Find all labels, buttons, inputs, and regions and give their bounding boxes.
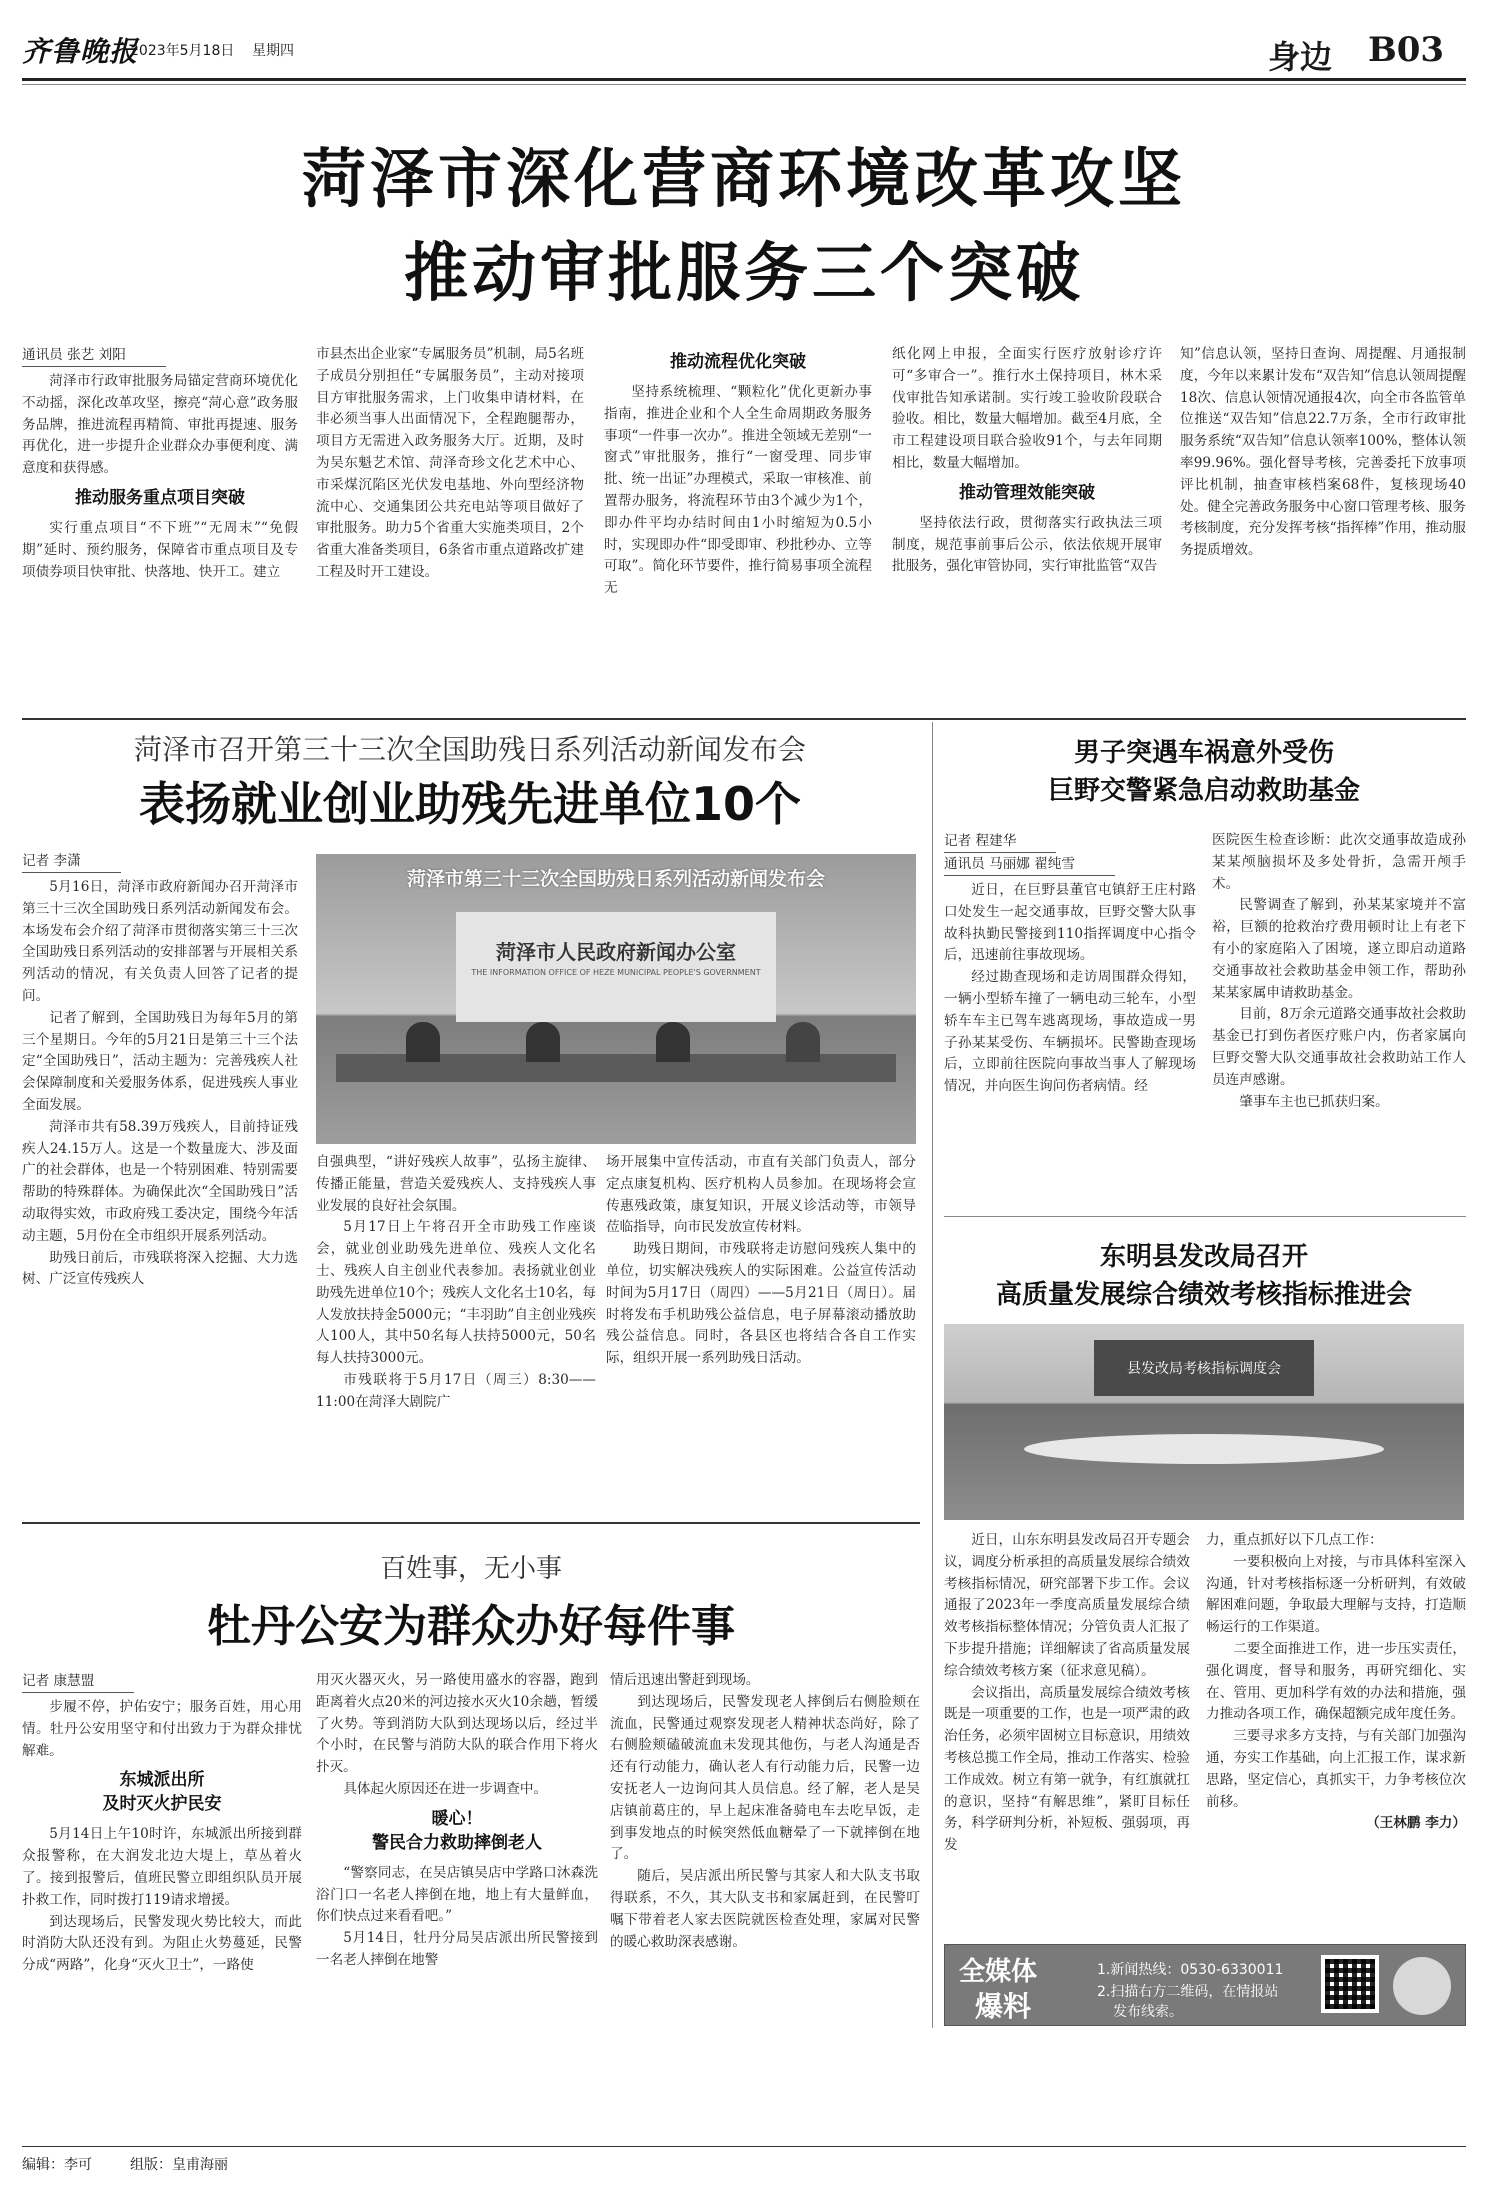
a5-paragraph: 到达现场后，民警发现火势比较大，而此时消防大队还没有到。为阻止火势蔓延，民警分成“两路”，化身“灭火卫士”，一路使 [22,1913,302,1974]
a4-column-1 [944,1530,1190,1914]
a1-column-2 [316,344,584,714]
a2-paragraph: 助残日前后，市残联将深入挖掘、大力选树、广泛宣传残疾人 [22,1249,298,1288]
footer-designer: 组版：皇甫海丽 [130,2157,228,2173]
a4-paragraph: 会议指出，高质量发展综合绩效考核既是一项重要的工作，也是一项严肃的政治任务，必须牢固树立目标意识，用绩效考核总揽工作全局，推动工作落实、检验工作成效。树立有第一就争，有红旗就扛的意识，坚持“有解思维”，紧盯目标任务，科学研判分析，补短板、强弱项，再发 [944,1684,1190,1854]
a1-paragraph: 市县杰出企业家“专属服务员”机制，局5名班子成员分别担任“专属服务员”，主动对接项目方审批服务需求，上门收集申请材料，在非必须当事人出面情况下，全程跑腿帮办，项目方无需进入政务服务大厅。近期，及时为吴东魁艺术馆、菏泽奇珍文化艺术中心、市采煤沉陷区光伏发电基地、外向型经济物流中心、交通集团公共充电站等项目做好了审批服务。助力5个省重大实施类项目，2个省重大准备类项目，6条省市重点道路改扩建工程及时开工建设。 [316,346,584,580]
a2-photo-person [406,1022,440,1062]
a5-paragraph: 5月14日，牡丹分局吴店派出所民警接到一名老人摔倒在地警 [316,1930,598,1968]
a2-photo-person [526,1022,560,1062]
a4-title-line2: 高质量发展综合绩效考核指标推进会 [995,1280,1412,1310]
a4-paragraph: 力，重点抓好以下几点工作： [1206,1532,1383,1548]
a5-paragraph: 具体起火原因还在进一步调查中。 [343,1780,548,1797]
a2-column-1 [22,850,298,1518]
a1-column-5 [1180,344,1466,714]
a4-credit: （王林鹏 李力） [1366,1815,1466,1832]
a3-bottom-rule [944,1216,1466,1217]
a3-column-2 [1212,830,1466,1210]
a2-paragraph: 助残日期间，市残联将走访慰问残疾人集中的单位，切实解决残疾人的实际困难。公益宣传活动时间为5月17日（周四）——5月21日（周日）。届时将发布手机助残公益信息，电子屏幕滚动播放助残公益信息。同时，各县区也将结合各自工作实际，组织开展一系列助残日活动。 [606,1241,916,1367]
tipline-ad-line-1: 1.新闻热线：0530-6330011 [1097,1962,1284,1978]
tipline-ad-line-2: 2.扫描右方二维码，在情报站 [1097,1984,1279,2000]
a1-paragraph: 坚持系统梳理、“颗粒化”优化更新办事指南，推进企业和个人全生命周期政务服务事项“一件事一次办”。推进全领域无差别“一窗式”审批服务，推行“一窗受理、同步审批、统一出证”办理模式，采取一审核准、前置帮办服务，将流程环节由3个减少为1个，即办件平均办结时间由1小时缩短为0.5小时，实现即办件“即受即审、秒批秒办、立等可取”。简化环节要件，推行简易事项全流程无 [604,384,872,597]
a2-paragraph: 记者了解到，全国助残日为每年5月的第三个星期日。今年的5月21日是第三十三个法定“全国助残日”，活动主题为：完善残疾人社会保障制度和关爱服务体系，促进残疾人事业全面发展。 [22,1009,298,1113]
a3-paragraph: 近日，在巨野县董官屯镇舒王庄村路口处发生一起交通事故，巨野交警大队事故科执勤民警接到110指挥调度中心指令后，迅速前往事故现场。 [944,882,1196,964]
a1-paragraph: 纸化网上申报，全面实行医疗放射诊疗许可“多审合一”。推行水土保持项目，林木采伐审批告知承诺制。实行竣工验收阶段联合验收。相比，数量大幅增加。截至4月底，全市工程建设项目联合验收91个，与去年同期相比，数量大幅增加。 [892,346,1162,471]
a5-paragraph: 用灭火器灭火，另一路使用盛水的容器，跑到距离着火点20米的河边接水灭火10余趟，暂缓了火势。等到消防大队到达现场以后，经过半个小时，在民警与消防大队的联合作用下将火扑灭。 [316,1672,598,1776]
a5-subhead-1b: 及时灭火护民安 [102,1794,222,1815]
tipline-ad-brand-1: 全媒体 [959,1957,1038,1987]
issue-weekday: 星期四 [252,43,294,59]
a2-paragraph: 菏泽市共有58.39万残疾人，目前持证残疾人24.15万人。这是一个数量庞大、涉及面广的社会群体，也是一个特别困难、特别需要帮助的特殊群体。为确保此次“全国助残日”活动取得实效，市政府残工委决定，围绕今年活动主题，5月份在全市组织开展系列活动。 [22,1118,298,1244]
footer-rule [22,2146,1466,2147]
a1-byline: 通讯员 张艺 刘阳 [22,344,166,367]
a5-column-2 [316,1670,598,2030]
a5-column-3 [610,1670,920,2030]
tipline-ad-line-3: 发布线索。 [1113,2004,1183,2020]
a1-paragraph: 知”信息认领，坚持日查询、周提醒、月通报制度，今年以来累计发布“双告知”信息认领周提醒18次、信息认领情况通报4次，向全市各监管单位推送“双告知”信息22.7万条，全市行政审批服务系统“双告知”信息认领率100%，整体认领率99.96%。强化督导考核，完善委托下放事项评比机制，抽查审核档案68件，复核现场40处。健全完善政务服务中心窗口管理考核、服务考核制度，充分发挥考核“指挥棒”作用，推动服务提质增效。 [1180,346,1466,559]
a3-paragraph: 经过勘查现场和走访周围群众得知，一辆小型轿车撞了一辆电动三轮车，小型轿车车主已驾车逃离现场，事故造成一男子孙某某受伤、车辆损坏。民警勘查现场后，立即前往医院向事故当事人了解现场情况，并向医生询问伤者病情。经 [944,969,1196,1095]
a2-title: 表扬就业创业助残先进单位10个 [138,777,801,831]
tipline-ad-brand-2: 爆料 [975,1990,1032,2023]
a2-photo-person [786,1022,820,1062]
a1-paragraph: 菏泽市行政审批服务局锚定营商环境优化不动摇，深化改革攻坚，擦亮“菏心意”政务服务品牌，推进流程再精简、审批再提速、服务再优化，进一步提升企业群众办事便利度、满意度和获得感。 [22,373,298,477]
a1-column-4 [892,344,1162,714]
a2-photo-office-en: THE INFORMATION OFFICE OF HEZE MUNICIPAL PEOPLE'S GOVERNMENT [471,968,761,977]
a1-column-3 [604,344,872,714]
a2-photo-person [656,1022,690,1062]
a4-paragraph: 近日，山东东明县发改局召开专题会议，调度分析承担的高质量发展综合绩效考核指标情况，研究部署下步工作。会议通报了2023年一季度高质量发展综合绩效考核指标整体情况；分管负责人汇报了下步提升措施；详细解读了省高质量发展综合绩效考核方案（征求意见稿）。 [944,1532,1190,1679]
page-number: B03 [1368,30,1445,70]
a4-meeting-photo [944,1324,1464,1520]
a5-paragraph: 5月14日上午10时许，东城派出所接到群众报警称，在大润发北边大堤上，草丛着火了。接到报警后，值班民警立即组织队员开展扑救工作，同时拨打119请求增援。 [22,1826,302,1908]
tipline-ad [944,1944,1466,2026]
a2-column-2 [316,1152,596,1518]
a2-paragraph: 5月17日上午将召开全市助残工作座谈会，就业创业助残先进单位、残疾人文化名士、残疾人自主创业代表参加。表扬就业创业助残先进单位10个；残疾人文化名士10名，每人发放扶持金5000元；“丰羽助”自主创业残疾人100人，其中50名每人扶持5000元，50名每人扶持3000元。 [316,1219,596,1367]
footer-editor: 编辑：李可 [22,2157,92,2173]
a1-subhead-1: 推动服务重点项目突破 [75,487,245,508]
section-name: 身边 [1268,38,1333,76]
a2-press-conference-photo [316,854,916,1144]
a3-paragraph: 肇事车主也已抓获归案。 [1239,1093,1389,1110]
a2-column-3 [606,1152,916,1518]
a2-photo-backdrop [456,912,776,1022]
a1-subhead-3: 推动管理效能突破 [959,482,1095,503]
a3-paragraph: 目前，8万余元道路交通事故社会救助基金已打到伤者医疗账户内，伤者家属向巨野交警大队交通事故社会救助站工作人员连声感谢。 [1212,1006,1466,1088]
a2-photo-banner: 菏泽市第三十三次全国助残日系列活动新闻发布会 [406,868,825,890]
a4-paragraph: 一要积极向上对接，与市具体科室深入沟通，针对考核指标逐一分析研判，有效破解困难问题，争取最大理解与支持，打造顺畅运行的工作渠道。 [1206,1553,1466,1636]
a3-paragraph: 民警调查了解到，孙某某家境并不富裕，巨额的抢救治疗费用顿时让上有老下有小的家庭陷入了困境，遂立即启动道路交通事故社会救助基金申领工作，帮助孙某某家属申请救助基金。 [1212,897,1466,1001]
qr-code-icon [1321,1955,1379,2013]
a3-paragraph: 医院医生检查诊断：此次交通事故造成孙某某颅脑损坏及多处骨折，急需开颅手术。 [1212,832,1466,892]
a3-byline-correspondent: 通讯员 马丽娜 翟纯雪 [944,853,1115,876]
a5-paragraph: 到达现场后，民警发现老人摔倒后右侧脸颊在流血，民警通过观察发现老人精神状态尚好，除了右侧脸颊磕破流血未发现其他伤，与老人沟通是否还有行动能力，确认老人有行动能力后，民警一边安抚老人一边询问其人员信息。经了解，老人是吴店镇前葛庄的，早上起床准备骑电车去吃早饭，走到事发地点的时候突然低血糖晕了一下就摔倒在地了。 [610,1693,920,1863]
a2-paragraph: 市残联将于5月17日（周三）8:30——11:00在菏泽大剧院广 [316,1371,596,1410]
a3-column-1 [944,830,1196,1210]
newspaper-logo: 齐鲁晚报 [22,35,139,68]
a5-paragraph: 步履不停，护佑安宁；服务百姓，用心用情。牡丹公安用坚守和付出致力于为群众排忧解难。 [22,1699,302,1759]
mascot-icon [1393,1957,1451,2015]
a2-paragraph: 场开展集中宣传活动，市直有关部门负责人，部分定点康复机构、医疗机构人员参加。在现场将会宣传惠残政策，康复知识，开展义诊活动等，市领导莅临指导，向市民发放宣传材料。 [606,1154,916,1236]
a2-kicker: 菏泽市召开第三十三次全国助残日系列活动新闻发布会 [133,733,806,766]
a1-paragraph: 实行重点项目“不下班”“无周末”“免假期”延时、预约服务，保障省市重点项目及专项债券项目快审批、快落地、快开工。建立 [22,519,298,580]
a2-paragraph: 5月16日，菏泽市政府新闻办召开菏泽市第三十三次全国助残日系列活动新闻发布会。本场发布会介绍了菏泽市贯彻落实第三十三次全国助残日系列活动的安排部署与开展相关系列活动的情况，有关负责人回答了记者的提问。 [22,879,298,1004]
a4-paragraph: 二要全面推进工作，进一步压实责任，强化调度，督导和服务，再研究细化、实在、管用、更加科学有效的办法和措施，强力推动各项工作，确保超额完成年度任务。 [1206,1640,1466,1723]
a3-title-line1: 男子突遇车祸意外受伤 [1073,738,1334,768]
a2-byline: 记者 李潇 [22,850,121,873]
a5-paragraph: 随后，吴店派出所民警与其家人和大队支书取得联系，不久，其大队支书和家属赶到，在民警叮嘱下带着老人家去医院就医检查处理，家属对民警的暖心救助深表感谢。 [610,1868,920,1950]
column-divider [932,722,933,2028]
a5-subhead-2b: 警民合力救助摔倒老人 [372,1832,542,1853]
a5-subhead-2a: 暖心！ [431,1808,483,1829]
a5-top-rule [22,1522,920,1524]
a1-subhead-2: 推动流程优化突破 [670,352,806,372]
a5-paragraph: 情后迅速出警赶到现场。 [610,1672,760,1688]
a1-column-1 [22,344,298,714]
a2-photo-office-cn: 菏泽市人民政府新闻办公室 [496,940,736,964]
a1-paragraph: 坚持依法行政，贯彻落实行政执法三项制度，规范事前事后公示，依法依规开展审批服务，强化审管协同，实行审批监管“双告 [892,514,1162,575]
a4-paragraph: 三要寻求多方支持，与有关部门加强沟通，夯实工作基础，向上汇报工作，谋求新思路，坚定信心，真抓实干，力争考核位次前移。 [1206,1728,1466,1810]
a1-bottom-rule [22,718,1466,720]
a5-title: 牡丹公安为群众办好每件事 [207,1601,735,1652]
a4-title-line1: 东明县发改局召开 [1099,1242,1308,1272]
a5-byline: 记者 康慧盟 [22,1670,134,1693]
a5-kicker: 百姓事，无小事 [379,1554,562,1584]
a1-title-line1: 菏泽市深化营商环境改革攻坚 [302,143,1186,217]
masthead-rule [22,78,1466,81]
a5-subhead-1a: 东城派出所 [119,1770,205,1791]
a3-title-line2: 巨野交警紧急启动救助基金 [1047,776,1360,806]
a5-paragraph: “警察同志，在吴店镇吴店中学路口沐森洗浴门口一名老人摔倒在地，地上有大量鲜血，你们快点过来看看吧。” [316,1864,598,1925]
a3-byline-reporter: 记者 程建华 [944,830,1056,853]
masthead-rule-thin [22,84,1466,85]
a4-photo-banner: 县发改局考核指标调度会 [1127,1361,1281,1377]
a2-paragraph: 自强典型，“讲好残疾人故事”，弘扬主旋律、传播正能量，营造关爱残疾人、支持残疾人事业发展的良好社会氛围。 [316,1154,596,1214]
issue-date: 2023年5月18日 [130,43,235,59]
a5-column-1 [22,1670,302,2030]
masthead [0,0,1488,80]
a1-title-line2: 推动审批服务三个突破 [404,237,1084,311]
a4-column-2 [1206,1530,1466,1914]
a4-photo-table [1024,1434,1384,1464]
